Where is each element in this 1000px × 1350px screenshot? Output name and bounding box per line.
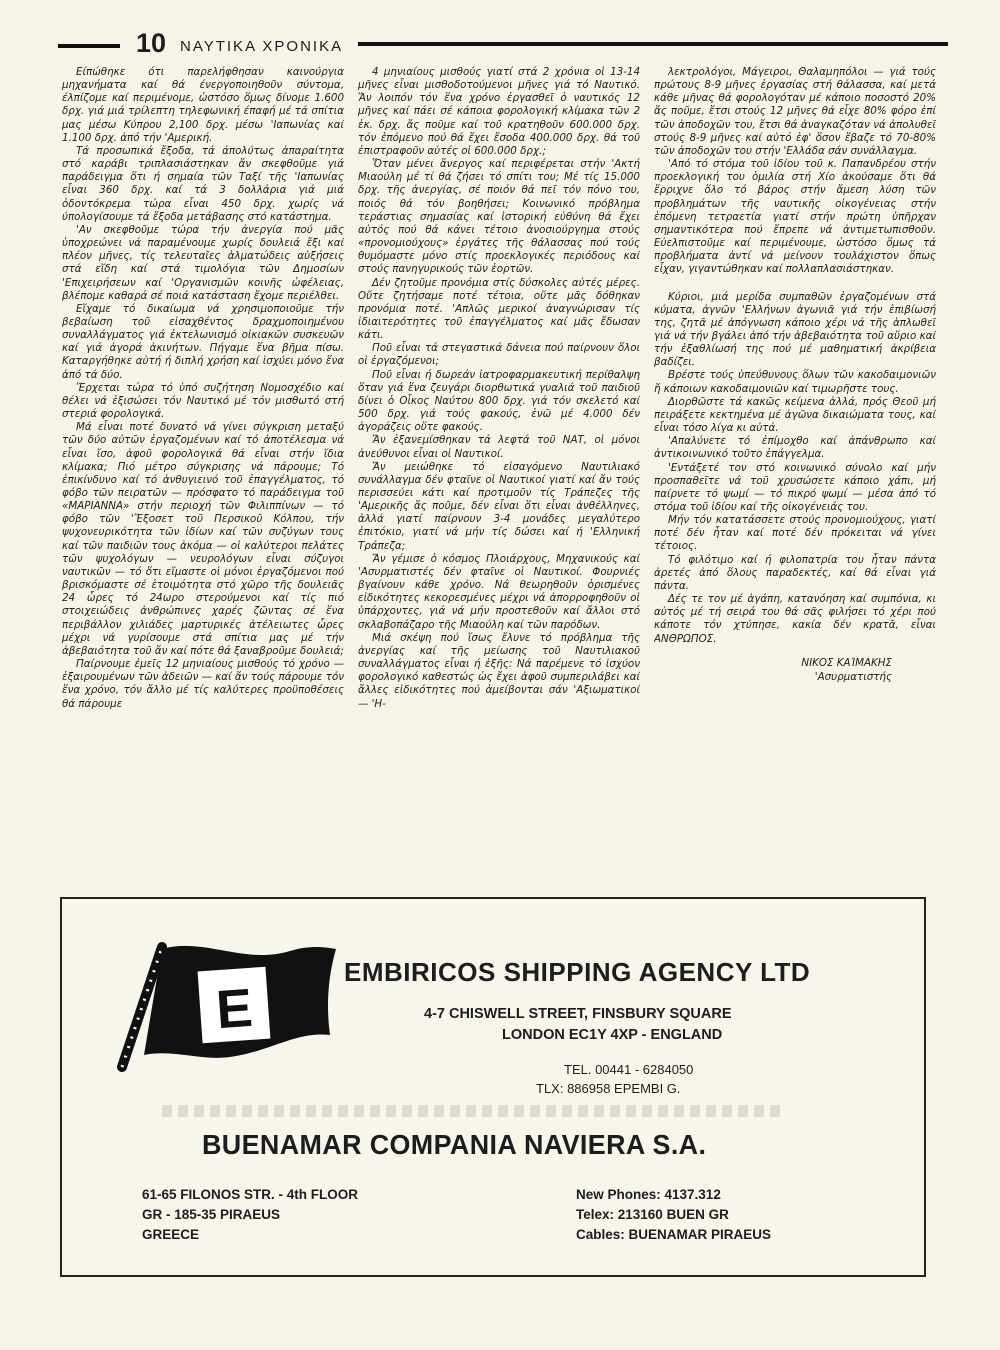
buenamar-contact-line: Telex: 213160 BUEN GR [576,1207,729,1222]
paragraph: Είπώθηκε ότι παρελήφθησαν καινούργια μηχανήματα καί θά ένεργοποιηθοῦν σύντομα, έλπίζομε καί περιμένομε, ὡστόσο ὅμως δίνομε 1.600 δρχ. γιά μιά τρίλεπτη τηλεφωνική έπαφή μέ τά σπίτια μας μέσω Κύπρου 2,100 δρχ. μέσω 'Ιαπωνίας καί 1.100 δρχ. ἀπό τήν 'Αμερική. [62,66,344,144]
embiricos-telex: TLX: 886958 EPEMBI G. [536,1081,681,1096]
company-name-embiricos: EMBIRICOS SHIPPING AGENCY LTD [344,957,811,987]
paragraph: 4 μηνιαίους μισθούς γιατί στά 2 χρόνια οἱ 13-14 μῆνες εἶναι μισθοδοτούμενοι μῆνες γιά τό Ναυτικό. Ἄν λοιπόν τόν ἕνα χρόνο ἐργασθεῖ ὁ ναυτικός 12 μῆνες καί πάει σέ κάποια φορολογική κλίμακα τῶν 2 ἑκ. δρχ. ἄς ποῦμε καί τοῦ κρατηθοῦν 600.000 δρχ. τόν ἑπόμενο πού θά ἔχει ἔσοδα 400.000 δρχ. θά τοῦ ἐπιστραφοῦν αὐτές οἱ 600.000 δρχ.; [358,66,640,157]
paragraph: λεκτρολόγοι, Μάγειροι, Θαλαμηπόλοι — γιά τούς πρώτους 8-9 μῆνες ἐργασίας στή θάλασσα, καί μετά κάθε μῆνας θά φορολογόταν μέ κάποιο ποσοστό 20% ἄς ποῦμε, ἔτσι στούς 12 μῆνες θά εἶχε 80% φόρο ἐπί τῶν ἀποδοχῶν του, ἔτσι θά ἀναγκαζόταν νά ἀπολυθεῖ στούς 8-9 μῆνες καί αὐτό ἐφ' ὅσον ἔβαζε τό 70-80% τῶν ἀποδοχῶν του στήν 'Ελλάδα σάν συνάλλαγμα. [654,66,936,157]
page-number: 10 [136,28,167,58]
buenamar-contacts [576,1185,771,1245]
buenamar-contact-line: New Phones: 4137.312 [576,1187,721,1202]
paragraph: 'Αν σκεφθοῦμε τώρα τήν ἀνεργία πού μᾶς ὑποχρεώνει νά παραμένουμε χωρίς δουλειά ἔξι καί πλέον μῆνες, τίς τελευταῖες ἁλματώδεις αὐξήσεις στά εἴδη καί στά τιμολόγια τῶν Δημοσίων 'Επιχειρήσεων καί 'Οργανισμῶν κοινῆς ὠφέλειας, βλέπομε καθαρά σέ ποιά κατάσταση ἔχομε περιέλθει. [62,223,344,302]
paragraph: Ποῦ εἶναι τά στεγαστικά δάνεια πού παίρνουν ὅλοι οἱ ἐργαζόμενοι; [358,342,640,368]
paragraph: 'Από τό στόμα τοῦ ἰδίου τοῦ κ. Παπανδρέου στήν προεκλογική του ὁμιλία στή Χίο ἀκούσαμε ὅτι θά ἔρριχνε ὅλο τό βάρος στήν ἄμεση λύση τῶν προβλημάτων τῆς ναυτικῆς οἰκογένειας στήν ἑπόμενη τετραετία γιατί στήν πρώτη ὑπῆρχαν σημαντικότερα πού ἔπρεπε νά ἀντιμετωπισθοῦν. Εὐελπιστοῦμε καί περιμένουμε, ὡστόσο ὅμως τά προβλήματα ἀντί νά μείνουν τουλάχιστον ὅπως εἶχαν, γιγαντώθηκαν καί πολλαπλασιάστηκαν. [654,158,936,276]
advertisement [60,897,926,1277]
embiricos-telephone: TEL. 00441 - 6284050 [564,1062,694,1077]
flag-letter: E [214,977,255,1041]
author-role: 'Ασυρματιστής [814,670,892,683]
embiricos-address-line2: LONDON EC1Y 4XP - ENGLAND [502,1027,723,1043]
faded-print-bleed [162,1105,782,1117]
company-flag-logo [104,939,344,1089]
embiricos-address-line1: 4-7 CHISWELL STREET, FINSBURY SQUARE [424,1006,732,1022]
paragraph: Δέν ζητοῦμε προνόμια στίς δύσκολες αὐτές μέρες. Οὔτε ζητήσαμε ποτέ τέτοια, οὔτε μᾶς δόθηκαν προνόμια ποτέ. 'Απλῶς μερικοί ἀναγνώρισαν τίς ἰδιαιτερότητες τοῦ ἐπαγγέλματος καί μᾶς ἔδωσαν κάτι. [358,276,640,342]
paragraph: Δές τε τον μέ ἀγάπη, κατανόηση καί συμπόνια, κι αὐτός μέ τή σειρά του θά σᾶς φιλήσει τό χέρι πού κάποτε τόν χτύπησε, κακία δέν κρατᾶ, εἶναι ΑΝΘΡΩΠΟΣ. [654,593,936,645]
article-column-1 [62,66,344,896]
buenamar-address [142,1185,358,1245]
paragraph: Ἄν γέμισε ὁ κόσμος Πλοιάρχους, Μηχανικούς καί 'Ασυρματιστές δέν φταῖνε οἱ Ναυτικοί. Φουρνιές βγαίνουν κάθε χρόνο. Νά θεωρηθοῦν ὁρισμένες εἰδικότητες κεκορεσμένες μέχρι νά ἀπορροφηθοῦν οἱ ὑπάρχοντες, γιά νά μήν προστεθοῦν καί ἄλλοι στό σκλαβοπάζαρο τῆς Μιαούλη καί τῶν παρόδων. [358,552,640,631]
article-column-2 [358,66,640,896]
paragraph: Ἄν μειώθηκε τό εἰσαγόμενο Ναυτιλιακό συνάλλαγμα δέν φταῖνε οἱ Ναυτικοί γιατί καί ἄν τούς περισσεύει κάτι καί προτιμοῦν τίς Τράπεζες τῆς 'Αμερικῆς ἄς ποῦμε, δέν εἶναι ὅτι εἶναι ἀνθέλληνες, ἀλλά γιατί παίρνουν 3-4 μονάδες μεγαλύτερο ἐπιτόκιο, γιατί νά μήν τίς δώσει καί ή 'Ελληνική Τράπεζα; [358,460,640,552]
author-signature [654,656,936,684]
magazine-title: ΝΑΥΤΙΚΑ ΧΡΟΝΙΚΑ [180,38,344,55]
paragraph: 'Απαλύνετε τό ἐπίμοχθο καί ἀπάνθρωπο καί ἀντικοινωνικό τοῦτο ἐπάγγελμα. [654,435,936,461]
flag-icon [104,939,344,1089]
paragraph: Διορθῶστε τά κακῶς κείμενα ἀλλά, πρός Θεοῦ μή πειράξετε κεκτημένα μέ ἀγῶνα δικαιώματα τους, καί εἶναι τόσο λίγα κι αὐτά. [654,395,936,435]
paragraph: Ἔρχεται τώρα τό ὑπό συζήτηση Νομοσχέδιο καί θέλει νά ἐξισώσει τόν Ναυτικό μέ τόν μισθωτό στή στεριά φορολογικά. [62,381,344,421]
paragraph: Βρέστε τούς ὑπεύθυνους ὅλων τῶν κακοδαιμονιῶν ἤ κάποιων κακοδαιμονιῶν καί τιμωρῆστε τους. [654,369,936,395]
page-header [58,28,948,64]
paragraph: Μιά σκέψη πού ἴσως ἔλυνε τό πρόβλημα τῆς ἀνεργίας καί τῆς μείωσης τοῦ Ναυτιλιακοῦ συναλλάγματος εἶναι ή ἑξῆς: Νά παρέμενε τό ἰσχύον φορολογικό καθεστώς ὡς ἔχει ἀφοῦ συμπεριλάβει καί ἄλλες εἰδικότητες πού ἀμείβονται σάν 'Αξιωματικοί — 'Η- [358,631,640,710]
paragraph: 'Εντάξετέ τον στό κοινωνικό σύνολο καί μήν προσπαθεῖτε νά τοῦ χρυσώσετε κάποιο χάπι, μή παίρνετε τό ψωμί — τό πικρό ψωμί — μέσα ἀπό τό στόμα τοῦ ἰδίου καί τῆς οἰκογένειάς του. [654,461,936,513]
article-body [62,66,942,896]
paragraph: Μήν τόν κατατάσσετε στούς προνομιούχους, γιατί ποτέ δέν ἦταν καί ποτέ δέν πρόκειται νά γίνει τέτοιος. [654,514,936,553]
paragraph: Κύριοι, μιά μερίδα συμπαθῶν ἐργαζομένων στά κύματα, ἀγνῶν 'Ελλήνων ἀγωνιᾶ γιά τήν ἐπιβίωσή της, ζητᾶ μέ ἀπόγνωση κάποιο χέρι νά τῆς ἁπλωθεῖ γιά νά τήν βγάλει ἀπό τήν ἀβεβαιότητα τοῦ αὔριο καί τήν ἐξαθλίωσή της πού μέ μαθηματική ἀκρίβεια βαδίζει. [654,290,936,369]
paragraph: Τό φιλότιμο καί ή φιλοπατρία του ἦταν πάντα ἀρετές ἀπό ὅλους παραδεκτές, καί θά εἶναι γιά πάντα. [654,553,936,592]
buenamar-contact-line: Cables: BUENAMAR PIRAEUS [576,1227,772,1242]
paragraph: Ὅταν μένει ἄνεργος καί περιφέρεται στήν 'Ακτή Μιαούλη μέ τί θά ζήσει τό σπίτι του; Μέ τίς 15.000 δρχ. τῆς ἀνεργίας, σέ ποιόν θά πεῖ τόν πόνο του, ποιός θά τόν βοηθήσει; Κοινωνικό πρόβλημα τεράστιας σημασίας καί ἱστορική εὐθύνη θά ἔχει αὐτός πού θά κάνει τέτοιο ἀνοσιούργημα στούς «προνομιούχους» ἐργάτες τῆς θάλασσας πού τούς θυμόμαστε μόνο στίς προεκλογικές περιόδους καί στούς πανηγυρικούς τῶν ἑορτῶν. [358,158,640,276]
buenamar-address-line: GR - 185-35 PIRAEUS [142,1207,281,1222]
paragraph: Παίρνουμε ἐμεῖς 12 μηνιαίους μισθούς τό χρόνο — ἐξαιρουμένων τῶν ἀδειῶν — καί ἄν τούς πάρουμε τόν ἕνα χρόνο, τόν ἄλλο μέ τίς καλύτερες προϋποθέσεις θά πάρουμε [62,658,344,710]
header-rule-right [358,42,948,46]
paragraph: Ἄν ἐξανεμίσθηκαν τά λεφτά τοῦ ΝΑΤ, οἱ μόνοι ἀνεύθυνοι εἶναι οἱ Ναυτικοί. [358,434,640,460]
paragraph: Εἴχαμε τό δικαίωμα νά χρησιμοποιοῦμε τήν βεβαίωση τοῦ εἰσαχθέντος δραχμοποιημένου συναλλάγματος γιά ἐκτελωνισμό οἰκιακῶν συσκευῶν καί γιά ἀγορά ἀκινήτων. Πήγαμε ἕνα βῆμα πίσω. Καταργήθηκε αὐτή ή διπλή χρήση καί ἰσχύει μόνο ἕνα ἀπό τά δύο. [62,302,344,381]
paragraph: Ποῦ εἶναι ή δωρεάν ἰατροφαρμακευτική περίθαλψη ὅταν γιά ἕνα ζευγάρι διορθωτικά γυαλιά τοῦ παιδιοῦ δίνει ὁ Οἶκος Ναύτου 800 δρχ. γιά τόν σκελετό καί 500 δρχ. γιά τούς φακούς, ἐνῶ μέ 4.000 δέν ἀγοράζεις οὔτε φακούς. [358,368,640,434]
article-column-3 [654,66,936,896]
company-name-buenamar: BUENAMAR COMPANIA NAVIERA S.A. [202,1129,707,1160]
buenamar-address-line: 61-65 FILONOS STR. - 4th FLOOR [142,1187,359,1202]
paragraph: Μά εἶναι ποτέ δυνατό νά γίνει σύγκριση μεταξύ τῶν δύο αὐτῶν ἐργαζομένων καί τό ἀποτέλεσμα νά εἶναι ἴσο, ἀφοῦ φορολογικά θά εἶναι στήν ἴδια κλίμακα; Πιό μέτρο σύγκρισης νά πάρουμε; Τό ἐπικίνδυνο καί τό ἀνθυγιεινό τοῦ ἐπαγγέλματος, τό φόβο τῶν πειρατῶν — πρόσφατο τό παράδειγμα τοῦ «ΜΑΡΙΑΝΝΑ» στήν περιοχή τῶν Φιλιππίνων — τό φόβο τῶν 'Ἔξοσετ τοῦ Περσικοῦ Κόλπου, τήν ψυχονευρικότητα τῶν ἰδίων καί τῶν συζύγων τους καί τῶν παιδιῶν τους ἀκόμα — οἱ καλύτεροι πελάτες τῶν ψυχολόγων — νευρολόγων εἶναι σύζυγοι ναυτικῶν — τό ὅτι εἴμαστε οἱ μόνοι ἐργαζόμενοι πού βρισκόμαστε σέ ἑτοιμότητα στό χῶρο τῆς δουλειᾶς 24 ὧρες τό 24ωρο στερούμενοι καί τίς πιό στοιχειώδεις ἀνθρώπινες χαρές ζῶντας σέ ἕνα περιβάλλον χιλιάδες μαρτυρικές ἀτέλειωτες ὧρες μέχρι νά γυρίσουμε στά σπίτια μας μέ τήν ἀβεβαιότητα τοῦ ἄν καί πότε θά ξαναβροῦμε δουλειά; [62,421,344,657]
author-name: ΝΙΚΟΣ ΚΑΊΜΑΚΗΣ [801,656,892,669]
header-rule-left [58,44,120,48]
paragraph: Τά προσωπικά ἔξοδα, τά άπολύτως ἀπαραίτητα στό καράβι τριπλασιάστηκαν ἄν σκεφθοῦμε γιά παράδειγμα ὅτι ή σημαία τῶν Ταξί τῆς 'Ιαπωνίας εἶναι 360 δρχ. καί τά 3 δολλάρια γιά μιά ὀδοντόκρεμα τώρα εἶναι 450 δρχ. χωρίς νά ύπολογίσουμε τά ἔξοδα μετάβασης στό κατάστημα. [62,144,344,223]
buenamar-address-line: GREECE [142,1227,200,1242]
